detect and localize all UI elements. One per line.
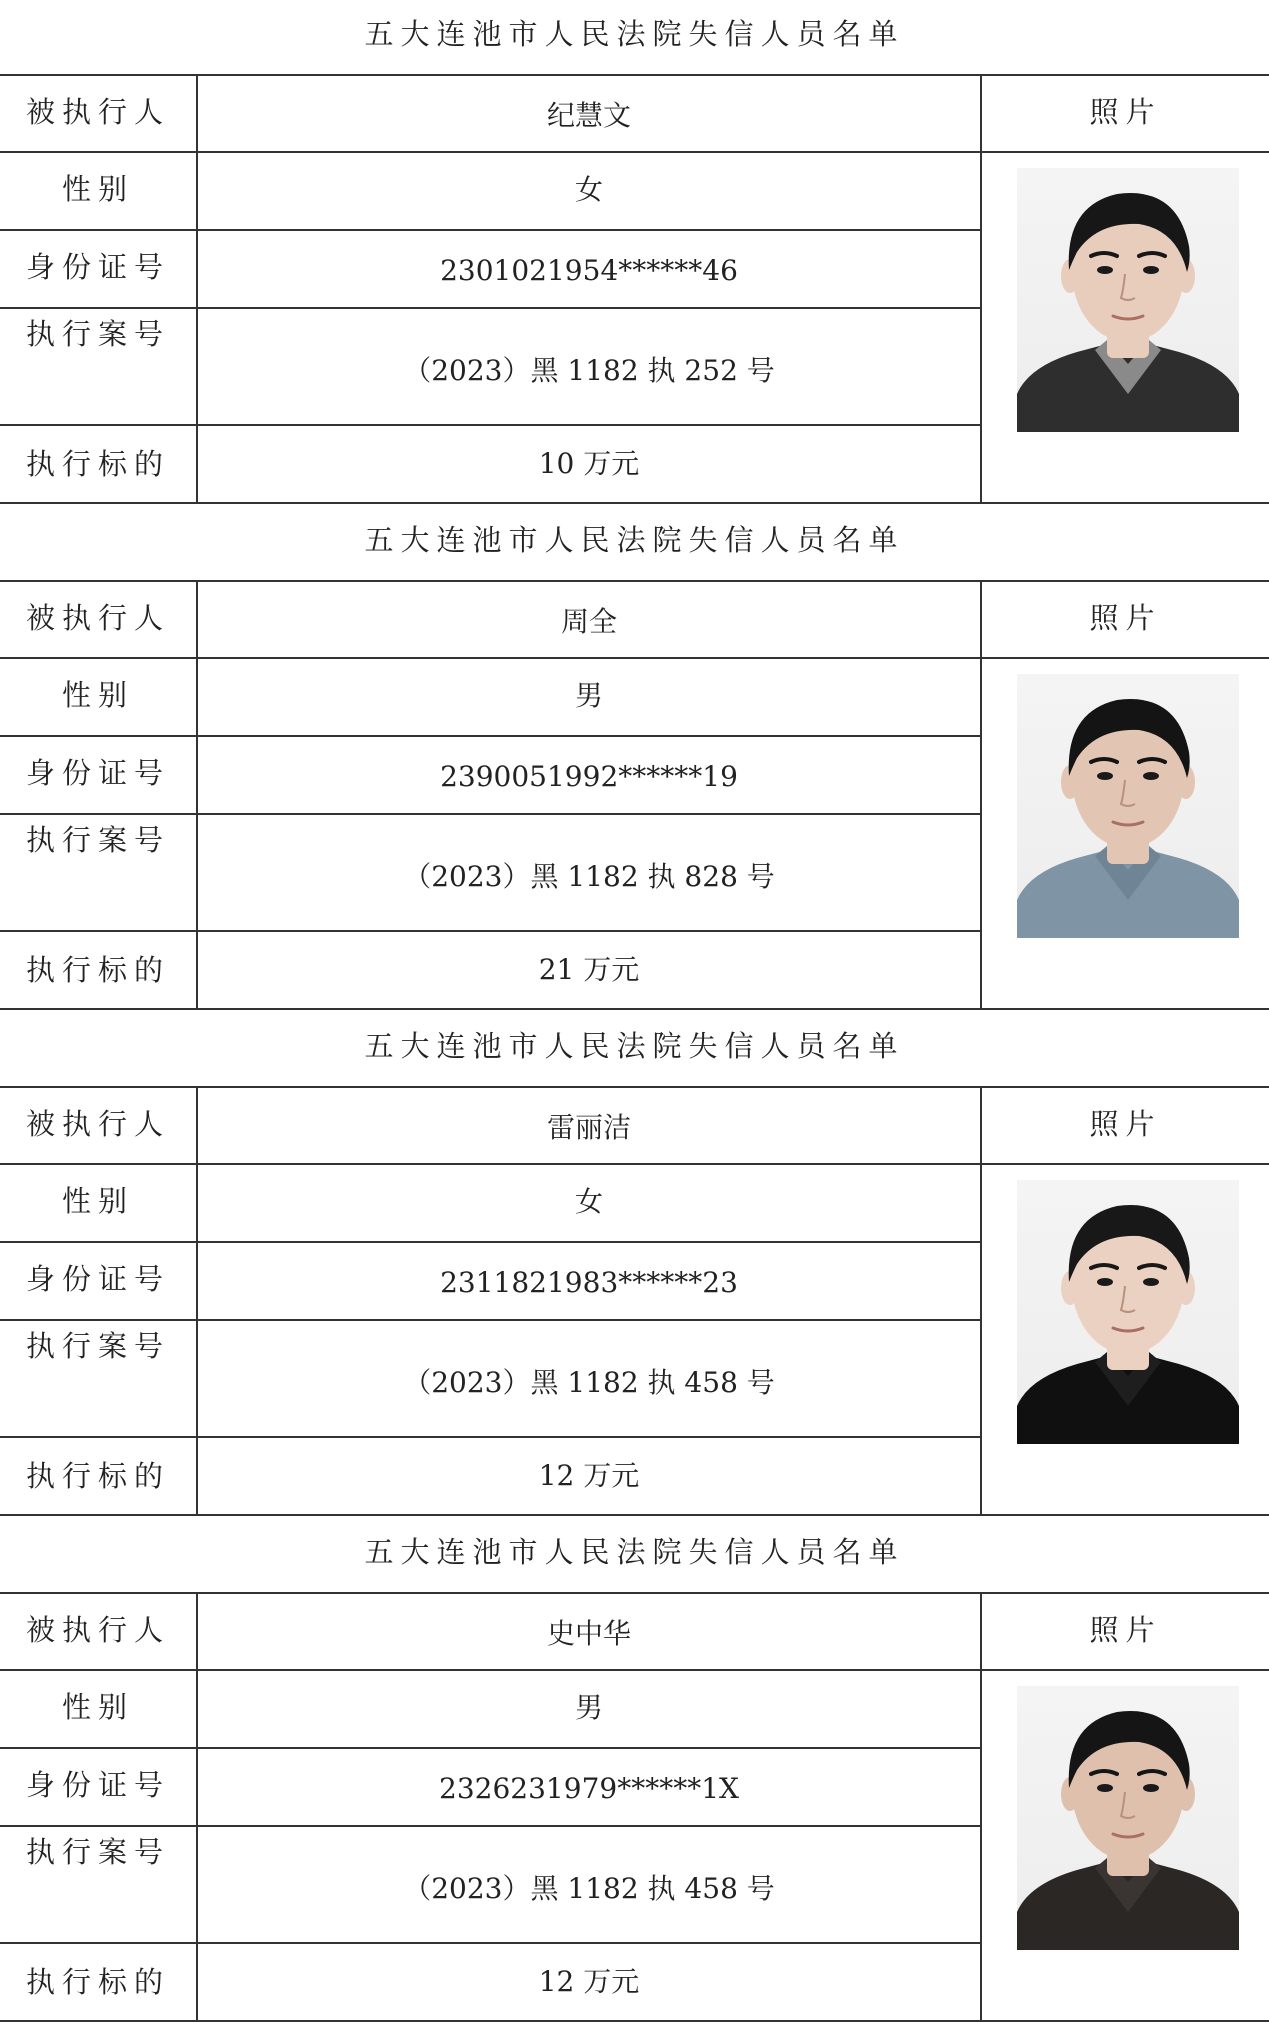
record-title: 五大连池市人民法院失信人员名单: [364, 523, 905, 557]
amount-label: 执行标的: [25, 953, 170, 987]
gender-value: 男: [574, 679, 603, 712]
id-number-value: 2301021954******46: [440, 254, 738, 287]
record-block-4: [0, 1518, 1269, 2024]
portrait-photo-female: [1017, 168, 1239, 432]
name-label: 被执行人: [25, 601, 170, 635]
gender-value: 女: [574, 1185, 603, 1218]
case-number-value: （2023）黑 1182 执 458 号: [403, 1366, 775, 1399]
id-number-value: 2311821983******23: [440, 1266, 738, 1299]
gender-label: 性别: [61, 678, 134, 712]
record-title: 五大连池市人民法院失信人员名单: [364, 1535, 905, 1569]
amount-value: 21 万元: [538, 953, 640, 986]
gender-value: 男: [574, 1691, 603, 1724]
gender-label: 性别: [61, 1184, 134, 1218]
photo-label: 照片: [1089, 601, 1162, 635]
name-label: 被执行人: [25, 1613, 170, 1647]
case-number-label: 执行案号: [25, 1835, 170, 1869]
portrait-photo: [1017, 674, 1239, 938]
id-number-label: 身份证号: [25, 1768, 170, 1802]
id-number-value: 2390051992******19: [440, 760, 738, 793]
case-number-label: 执行案号: [25, 1329, 170, 1363]
table-border-bottom: [0, 2020, 1269, 2022]
case-number-value: （2023）黑 1182 执 458 号: [403, 1872, 775, 1905]
portrait-photo: [1017, 168, 1239, 432]
portrait-photo-male: [1017, 1686, 1239, 1950]
record-block-3: [0, 1012, 1269, 1518]
table-border-bottom: [0, 502, 1269, 504]
name-value: 雷丽洁: [546, 1111, 631, 1144]
id-number-label: 身份证号: [25, 250, 170, 284]
name-value: 纪慧文: [546, 99, 631, 132]
name-label: 被执行人: [25, 95, 170, 129]
id-number-label: 身份证号: [25, 1262, 170, 1296]
case-number-label: 执行案号: [25, 823, 170, 857]
case-number-value: （2023）黑 1182 执 828 号: [403, 860, 775, 893]
case-number-label: 执行案号: [25, 317, 170, 351]
gender-label: 性别: [61, 1690, 134, 1724]
name-value: 史中华: [546, 1617, 631, 1650]
id-number-value: 2326231979******1X: [439, 1772, 739, 1805]
amount-label: 执行标的: [25, 447, 170, 481]
id-number-label: 身份证号: [25, 756, 170, 790]
amount-value: 12 万元: [538, 1459, 640, 1492]
case-number-value: （2023）黑 1182 执 252 号: [403, 354, 775, 387]
record-title: 五大连池市人民法院失信人员名单: [364, 1029, 905, 1063]
amount-value: 10 万元: [538, 447, 640, 480]
portrait-photo: [1017, 1180, 1239, 1444]
record-title: 五大连池市人民法院失信人员名单: [364, 17, 905, 51]
portrait-photo-male: [1017, 674, 1239, 938]
photo-label: 照片: [1089, 1107, 1162, 1141]
table-border-bottom: [0, 1514, 1269, 1516]
gender-value: 女: [574, 173, 603, 206]
photo-label: 照片: [1089, 1613, 1162, 1647]
photo-label: 照片: [1089, 95, 1162, 129]
amount-label: 执行标的: [25, 1965, 170, 1999]
portrait-photo-female: [1017, 1180, 1239, 1444]
record-block-2: [0, 506, 1269, 1012]
portrait-photo: [1017, 1686, 1239, 1950]
name-value: 周全: [560, 605, 617, 638]
record-block-1: [0, 0, 1269, 506]
amount-value: 12 万元: [538, 1965, 640, 1998]
table-border-bottom: [0, 1008, 1269, 1010]
gender-label: 性别: [61, 172, 134, 206]
amount-label: 执行标的: [25, 1459, 170, 1493]
name-label: 被执行人: [25, 1107, 170, 1141]
